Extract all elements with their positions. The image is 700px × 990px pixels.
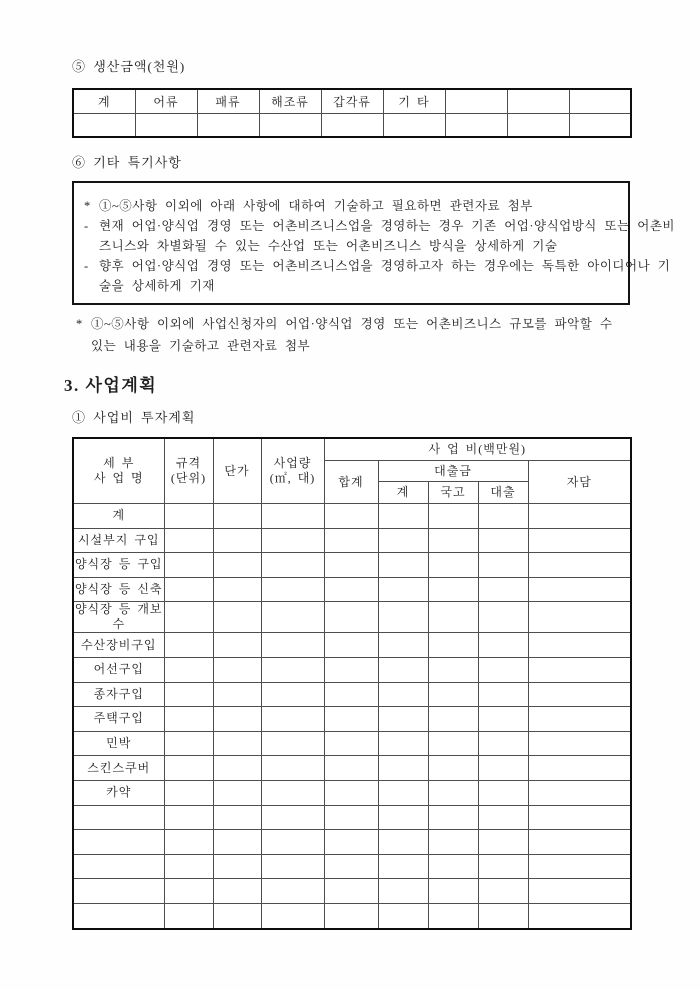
invest-value-cell <box>428 731 478 756</box>
invest-value-cell <box>528 805 631 830</box>
invest-value-cell <box>428 602 478 633</box>
invest-value-cell <box>478 553 528 578</box>
production-value-cell <box>73 114 135 138</box>
row-label-cell <box>73 903 164 928</box>
invest-table-row <box>73 602 631 633</box>
invest-value-cell <box>378 805 428 830</box>
production-amount-table <box>72 88 632 138</box>
invest-value-cell <box>528 577 631 602</box>
invest-table-row <box>73 553 631 578</box>
invest-value-cell <box>213 805 261 830</box>
invest-value-cell <box>528 707 631 732</box>
production-header-cell: 어류 <box>135 89 197 114</box>
invest-value-cell <box>378 528 428 553</box>
text-line <box>84 216 676 236</box>
line-text: 향후 어업·양식업 경영 또는 어촌비즈니스업을 경영하고자 하는 경우에는 독특한 아이디어나 기 <box>99 259 671 273</box>
production-header-cell <box>445 89 507 114</box>
invest-value-cell <box>213 731 261 756</box>
production-amount-label: ⑤ 생산금액(천원) <box>72 59 186 74</box>
invest-value-cell <box>478 854 528 879</box>
invest-value-cell <box>164 528 213 553</box>
production-value-cell <box>507 114 569 138</box>
invest-value-cell <box>261 854 324 879</box>
invest-value-cell <box>261 830 324 855</box>
invest-value-cell <box>213 657 261 682</box>
invest-value-cell <box>213 756 261 781</box>
invest-value-cell <box>528 731 631 756</box>
production-header-cell: 해조류 <box>259 89 321 114</box>
line-text: ①~⑤사항 이외에 아래 사항에 대하여 기술하고 필요하면 관련자료 첨부 <box>99 199 533 213</box>
invest-value-cell <box>478 780 528 805</box>
invest-value-cell <box>213 528 261 553</box>
invest-value-cell <box>428 830 478 855</box>
invest-value-cell <box>324 657 378 682</box>
dash-bullet: - <box>84 259 89 273</box>
invest-value-cell <box>478 707 528 732</box>
header-detail-line1: 세 부 <box>103 456 135 470</box>
invest-value-cell <box>164 805 213 830</box>
invest-value-cell <box>324 577 378 602</box>
invest-value-cell <box>528 903 631 928</box>
invest-value-cell <box>378 854 428 879</box>
production-value-cell <box>445 114 507 138</box>
row-label-cell <box>73 805 164 830</box>
header-loan-total-cell: 계 <box>378 482 428 504</box>
invest-table-row <box>73 805 631 830</box>
invest-value-cell <box>164 780 213 805</box>
header-spec-line1: 규격 <box>175 456 202 470</box>
invest-value-cell <box>164 830 213 855</box>
header-spec-line2: (단위) <box>170 471 207 485</box>
invest-value-cell <box>164 854 213 879</box>
invest-value-cell <box>213 780 261 805</box>
row-label-cell: 종자구입 <box>73 682 164 707</box>
invest-value-cell <box>261 682 324 707</box>
invest-value-cell <box>324 879 378 904</box>
header-unit-price-cell: 단가 <box>213 438 261 504</box>
invest-value-cell <box>428 707 478 732</box>
line-text: 술을 상세하게 기재 <box>99 279 215 293</box>
invest-value-cell <box>528 682 631 707</box>
invest-value-cell <box>324 780 378 805</box>
invest-value-cell <box>324 504 378 529</box>
invest-value-cell <box>324 528 378 553</box>
invest-value-cell <box>213 602 261 633</box>
invest-value-cell <box>324 903 378 928</box>
invest-value-cell <box>261 805 324 830</box>
invest-value-cell <box>478 879 528 904</box>
invest-value-cell <box>324 633 378 658</box>
header-detail-line2: 사 업 명 <box>93 471 144 485</box>
invest-value-cell <box>428 879 478 904</box>
invest-value-cell <box>378 903 428 928</box>
text-line <box>84 236 620 256</box>
invest-value-cell <box>324 805 378 830</box>
invest-value-cell <box>213 830 261 855</box>
row-label-cell <box>73 830 164 855</box>
invest-value-cell <box>261 657 324 682</box>
invest-value-cell <box>478 504 528 529</box>
invest-value-cell <box>378 756 428 781</box>
text-line <box>76 313 636 335</box>
invest-table-row <box>73 577 631 602</box>
invest-value-cell <box>324 854 378 879</box>
text-line <box>84 276 620 296</box>
invest-value-cell <box>428 854 478 879</box>
header-spec-cell <box>164 438 213 504</box>
header-loan-group-cell: 대출금 <box>378 461 528 482</box>
invest-value-cell <box>261 553 324 578</box>
invest-value-cell <box>164 577 213 602</box>
invest-table-row <box>73 854 631 879</box>
invest-value-cell <box>378 879 428 904</box>
investment-plan-table <box>72 437 632 930</box>
asterisk-bullet: * <box>84 199 91 213</box>
production-value-cell <box>569 114 631 138</box>
invest-value-cell <box>478 756 528 781</box>
invest-value-cell <box>213 903 261 928</box>
invest-value-cell <box>378 830 428 855</box>
invest-value-cell <box>528 602 631 633</box>
invest-value-cell <box>478 731 528 756</box>
invest-value-cell <box>428 756 478 781</box>
invest-value-cell <box>378 731 428 756</box>
invest-value-cell <box>428 577 478 602</box>
production-value-row <box>73 114 631 138</box>
invest-value-cell <box>478 633 528 658</box>
indent-spacer <box>84 276 99 296</box>
production-header-cell: 기 타 <box>383 89 445 114</box>
production-header-cell: 계 <box>73 89 135 114</box>
invest-value-cell <box>528 780 631 805</box>
invest-table-row <box>73 903 631 928</box>
invest-value-cell <box>428 682 478 707</box>
production-value-cell <box>321 114 383 138</box>
invest-value-cell <box>261 903 324 928</box>
production-header-cell: 갑각류 <box>321 89 383 114</box>
row-label-cell <box>73 854 164 879</box>
invest-value-cell <box>324 707 378 732</box>
text-line <box>84 256 671 276</box>
invest-value-cell <box>164 756 213 781</box>
invest-value-cell <box>378 602 428 633</box>
header-quantity-line1: 사업량 <box>273 456 312 470</box>
invest-value-cell <box>213 879 261 904</box>
invest-value-cell <box>261 602 324 633</box>
invest-table-row <box>73 830 631 855</box>
invest-value-cell <box>261 756 324 781</box>
invest-value-cell <box>164 633 213 658</box>
invest-value-cell <box>428 657 478 682</box>
invest-value-cell <box>378 780 428 805</box>
line-text: ①~⑤사항 이외에 사업신청자의 어업·양식업 경영 또는 어촌비즈니스 규모를 파악할 수 <box>91 317 613 331</box>
row-label-cell: 시설부지 구입 <box>73 528 164 553</box>
invest-value-cell <box>261 633 324 658</box>
invest-value-cell <box>378 633 428 658</box>
invest-value-cell <box>378 504 428 529</box>
invest-value-cell <box>324 682 378 707</box>
invest-value-cell <box>261 780 324 805</box>
invest-value-cell <box>378 707 428 732</box>
production-header-cell: 패류 <box>197 89 259 114</box>
invest-value-cell <box>164 879 213 904</box>
invest-value-cell <box>324 602 378 633</box>
indent-spacer <box>84 236 99 256</box>
row-label-cell: 양식장 등 신축 <box>73 577 164 602</box>
invest-value-cell <box>528 657 631 682</box>
row-label-cell: 카약 <box>73 780 164 805</box>
invest-value-cell <box>478 903 528 928</box>
invest-table-row <box>73 657 631 682</box>
investment-plan-label: ① 사업비 투자계획 <box>72 410 196 425</box>
invest-table-row <box>73 879 631 904</box>
header-total-cell: 합계 <box>324 461 378 504</box>
header-quantity-line2: (㎡, 대) <box>269 471 316 485</box>
invest-header-row-1 <box>73 438 631 461</box>
invest-value-cell <box>528 553 631 578</box>
invest-value-cell <box>164 707 213 732</box>
line-text: 있는 내용을 기술하고 관련자료 첨부 <box>91 339 311 353</box>
invest-value-cell <box>428 903 478 928</box>
row-label-cell: 계 <box>73 504 164 529</box>
invest-value-cell <box>428 504 478 529</box>
invest-value-cell <box>478 528 528 553</box>
invest-value-cell <box>164 553 213 578</box>
asterisk-bullet: * <box>76 317 83 331</box>
invest-value-cell <box>528 504 631 529</box>
invest-value-cell <box>213 682 261 707</box>
invest-value-cell <box>213 854 261 879</box>
invest-value-cell <box>478 602 528 633</box>
invest-table-row <box>73 780 631 805</box>
production-header-row <box>73 89 631 114</box>
line-text: 현재 어업·양식업 경영 또는 어촌비즈니스업을 경영하는 경우 기존 어업·양식업방식 또는 어촌비 <box>99 219 676 233</box>
invest-value-cell <box>261 879 324 904</box>
business-plan-heading: 3. 사업계획 <box>64 376 158 395</box>
invest-value-cell <box>378 553 428 578</box>
invest-value-cell <box>261 731 324 756</box>
row-label-cell: 민박 <box>73 731 164 756</box>
invest-value-cell <box>213 707 261 732</box>
invest-value-cell <box>378 657 428 682</box>
row-label-cell: 양식장 등 개보수 <box>74 602 163 632</box>
text-line <box>76 335 636 357</box>
invest-table-row <box>73 731 631 756</box>
invest-value-cell <box>378 682 428 707</box>
production-value-cell <box>383 114 445 138</box>
invest-value-cell <box>164 903 213 928</box>
header-cost-group-cell: 사 업 비(백만원) <box>324 438 631 461</box>
production-value-cell <box>135 114 197 138</box>
header-self-fund-cell: 자담 <box>528 461 631 504</box>
invest-table-row <box>73 707 631 732</box>
invest-value-cell <box>213 504 261 529</box>
text-line <box>84 196 620 216</box>
production-header-cell <box>569 89 631 114</box>
other-remarks-label: ⑥ 기타 특기사항 <box>72 155 182 170</box>
invest-value-cell <box>478 805 528 830</box>
invest-value-cell <box>528 830 631 855</box>
header-loan-bank-cell: 대출 <box>478 482 528 504</box>
invest-value-cell <box>324 830 378 855</box>
invest-value-cell <box>261 577 324 602</box>
header-loan-gov-cell: 국고 <box>428 482 478 504</box>
applicant-scale-note <box>76 313 636 357</box>
invest-value-cell <box>528 528 631 553</box>
invest-value-cell <box>428 780 478 805</box>
remarks-box <box>72 181 676 305</box>
production-header-cell <box>507 89 569 114</box>
invest-table-row <box>73 504 631 529</box>
row-label-cell: 수산장비구입 <box>73 633 164 658</box>
invest-value-cell <box>324 731 378 756</box>
invest-value-cell <box>528 879 631 904</box>
invest-value-cell <box>528 756 631 781</box>
invest-value-cell <box>528 854 631 879</box>
invest-value-cell <box>324 553 378 578</box>
row-label-cell <box>73 879 164 904</box>
row-label-cell: 양식장 등 구입 <box>73 553 164 578</box>
invest-table-row <box>73 633 631 658</box>
invest-table-row <box>73 528 631 553</box>
row-label-cell: 주택구입 <box>73 707 164 732</box>
indent-spacer <box>76 335 91 357</box>
row-label-cell: 어선구입 <box>73 657 164 682</box>
invest-value-cell <box>164 602 213 633</box>
line-text: 즈니스와 차별화될 수 있는 수산업 또는 어촌비즈니스 방식을 상세하게 기술 <box>99 239 558 253</box>
invest-value-cell <box>164 682 213 707</box>
invest-value-cell <box>213 553 261 578</box>
row-label-cell: 스킨스쿠버 <box>73 756 164 781</box>
header-detail-name-cell <box>73 438 164 504</box>
invest-value-cell <box>478 657 528 682</box>
invest-value-cell <box>213 577 261 602</box>
dash-bullet: - <box>84 219 89 233</box>
invest-value-cell <box>528 633 631 658</box>
invest-value-cell <box>428 553 478 578</box>
invest-value-cell <box>478 682 528 707</box>
invest-table-row <box>73 682 631 707</box>
production-value-cell <box>197 114 259 138</box>
invest-value-cell <box>261 707 324 732</box>
invest-value-cell <box>478 830 528 855</box>
invest-value-cell <box>213 633 261 658</box>
invest-value-cell <box>164 657 213 682</box>
invest-value-cell <box>478 577 528 602</box>
invest-value-cell <box>428 805 478 830</box>
invest-value-cell <box>428 528 478 553</box>
invest-value-cell <box>378 577 428 602</box>
production-value-cell <box>259 114 321 138</box>
invest-value-cell <box>428 633 478 658</box>
invest-value-cell <box>261 504 324 529</box>
invest-value-cell <box>324 756 378 781</box>
header-quantity-cell <box>261 438 324 504</box>
invest-table-row <box>73 756 631 781</box>
invest-value-cell <box>164 504 213 529</box>
invest-value-cell <box>164 731 213 756</box>
invest-value-cell <box>261 528 324 553</box>
